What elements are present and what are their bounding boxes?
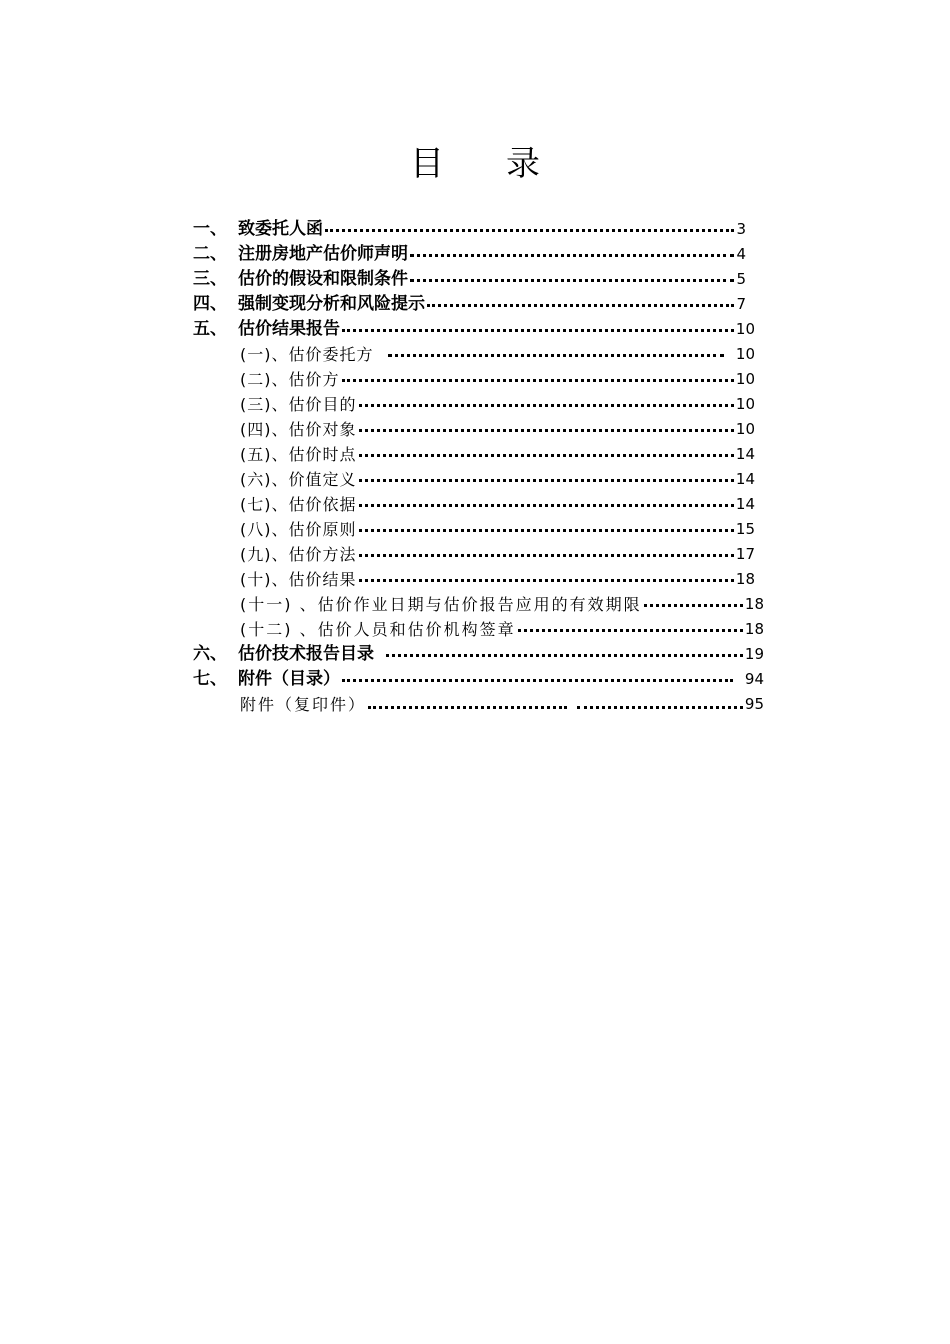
toc-subentry[interactable] [240,567,755,592]
toc-entry-number: 三、 [193,269,227,289]
toc-entry-page: 18 [735,570,755,588]
toc-entry-label: 附件（复印件） [240,695,367,714]
toc-entry-number: 一、 [193,219,227,239]
toc-entry-number: 五、 [193,319,227,339]
toc-entry-page: 18 [744,595,764,613]
toc-entry[interactable] [193,217,746,242]
toc-entry-label: 附件（目录） [238,669,340,689]
toc-leader-dots [388,354,724,357]
toc-leader-dots [359,479,734,482]
toc-subentry[interactable] [240,417,755,442]
toc-subentry[interactable] [240,617,764,642]
toc-entry-page: 10 [735,320,755,338]
toc-entry-page: 5 [736,270,746,288]
toc-entry-label: 估价技术报告目录 [238,644,374,664]
toc-leader-dots [386,654,743,657]
toc-leader-dots [359,529,734,532]
toc-entry[interactable] [193,642,764,667]
toc-leader-dots [342,379,734,382]
toc-leader-dots [359,454,734,457]
toc-entry-page: 94 [744,670,764,688]
toc-entry-page: 15 [735,520,755,538]
toc-entry-page: 17 [735,545,755,563]
toc-entry-page: 14 [735,495,755,513]
toc-entry-label: 估价的假设和限制条件 [238,269,408,289]
toc-entry-label: (五)、估价时点 [240,445,357,464]
toc-leader-dots [359,429,734,432]
toc-entry-number: 七、 [193,669,227,689]
toc-entry-label: 注册房地产估价师声明 [238,244,408,264]
toc-entry[interactable] [193,667,764,692]
toc-entry[interactable] [193,317,755,342]
toc-entry-label: (十二) 、估价人员和估价机构签章 [240,620,516,639]
toc-subentry[interactable] [240,692,764,717]
toc-entry-label: (二)、估价方 [240,370,340,389]
toc-entry-number: 六、 [193,644,227,664]
toc-entry-page: 18 [744,620,764,638]
toc-entry-label: (七)、估价依据 [240,495,357,514]
toc-entry-label: 估价结果报告 [238,319,340,339]
toc-entry-page: 7 [736,295,746,313]
toc-subentry[interactable] [240,592,764,617]
toc-entry-label: (八)、估价原则 [240,520,357,539]
toc-entry-page: 3 [736,220,746,238]
toc-entry-label: (三)、估价目的 [240,395,357,414]
toc-entry-label: (九)、估价方法 [240,545,357,564]
toc-subentry[interactable] [240,467,755,492]
title-char-1: 目 [410,144,444,184]
toc-entry-number: 四、 [193,294,227,314]
toc-subentry[interactable] [240,342,755,367]
toc-entry-label: 强制变现分析和风险提示 [238,294,425,314]
toc-entry-number: 二、 [193,244,227,264]
toc-entry-page: 4 [736,245,746,263]
toc-subentry[interactable] [240,542,755,567]
toc-subentry[interactable] [240,517,755,542]
toc-entry-label: (一)、估价委托方 [240,345,374,364]
toc-leader-dots [342,679,733,682]
toc-entry-page: 10 [735,420,755,438]
toc-leader-dots [359,404,734,407]
toc-entry-page: 95 [744,695,764,713]
toc-leader-dots [644,604,743,607]
toc-entry[interactable] [193,292,746,317]
toc-leader-dots [342,329,734,332]
toc-entry-page: 10 [735,345,755,363]
toc-entry-page: 14 [735,445,755,463]
toc-leader-dots [518,629,743,632]
toc-entry[interactable] [193,267,746,292]
toc-subentry[interactable] [240,392,755,417]
toc-entry-label: (十一) 、估价作业日期与估价报告应用的有效期限 [240,595,642,614]
toc-leader-dots [427,304,734,307]
toc-entry[interactable] [193,242,746,267]
toc-subentry[interactable] [240,492,755,517]
toc-entry-label: (六)、价值定义 [240,470,357,489]
page-title [0,138,950,190]
toc-subentry[interactable] [240,367,755,392]
toc-leader-dots [410,254,734,257]
toc-entry-label: (十)、估价结果 [240,570,357,589]
toc-leader-dots [359,554,734,557]
toc-subentry[interactable] [240,442,755,467]
toc-entry-label: 致委托人函 [238,219,323,239]
toc-entry-page: 19 [744,645,764,663]
toc-entry-label: (四)、估价对象 [240,420,357,439]
toc-leader-dots [359,504,734,507]
title-char-2: 录 [506,144,540,184]
toc-leader-dots [410,279,734,282]
toc-leader-dots [325,229,734,232]
toc-entry-page: 14 [735,470,755,488]
toc-entry-page: 10 [735,370,755,388]
toc-leader-dots [359,579,734,582]
toc-entry-page: 10 [735,395,755,413]
